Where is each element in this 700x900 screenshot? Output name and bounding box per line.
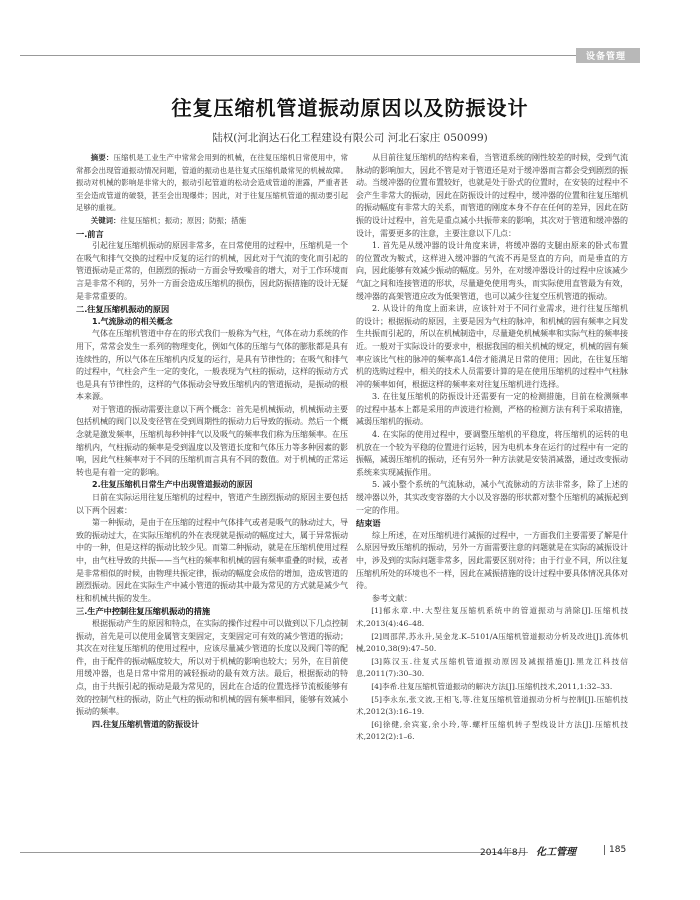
- paragraph: 日前在实际运用往复压缩机的过程中，管道产生剧烈振动的原因主要包括以下两个因素：: [76, 493, 348, 515]
- paragraph: 根据振动产生的原因和特点，在实际的操作过程中可以做到以下几点控制振动，首先是可以使用金属管支架固定，支架固定可有效的减少管道的振动；其次在对往复压缩机的使用过程中，应该尽量减少管道的长度以及阀门等的配件，由于配件的振动幅度较大，所以对于机械的影响也较大；另外，在目前使用缓冲器，也是日常中常用的减轻振动的最有效方法。最后，根据振动的特点，由于共振引起的振动是最为常见的，因此在合适的位置选择节流板能够有效的控制气柱的振动，防止气柱的振动和机械的固有频率相同，能够有效减小振动的频率。: [76, 618, 348, 717]
- keywords: [76, 215, 348, 228]
- keywords-label: 关键词：: [90, 215, 121, 225]
- magazine-logo: 化工管理: [536, 847, 576, 858]
- header-bar: [0, 48, 700, 62]
- paragraph: 从目前往复压缩机的结构来看，当管道系统的刚性较差的时候，受到气流脉动的影响加大，因此不管是对于管道还是对于缓冲器而言都会受到剧烈的振动。当缓冲器的位置布置较好，也就是处于卧式的位置时，在安装的过程中不会产生非常大的振动，因此在防振设计的过程中，缓冲器的位置和往复压缩机的振动幅度有非常大的关系，而管道的刚度本身不存在任何的差异，因此在防振的设计过程中，首先是重点减小共振带来的影响，其次对于管道和缓冲器的设计，需要更多的注意，主要注意以下几点：: [356, 153, 628, 238]
- reference-item: [4]李希.往复压缩机管道振动的解决方法[J].压缩机技术,2011,1:32–33.: [371, 681, 613, 691]
- list-item: 4. 在实际的使用过程中，要调整压缩机的平稳度，将压缩机的运转的电机放在一个较为平稳的位置进行运转，因为电机本身在运行的过程中有一定的振幅，减弱压缩机的振动，还有另外一种方法就是安装消减器，通过改变振动系统来实现减振作用。: [356, 430, 628, 477]
- paragraph: 引起往复压缩机振动的原因非常多，在日常使用的过程中，压缩机是一个在吸气和排气交换的过程中反复的运行的机械，因此对于气流的变化而引起的管道振动是正常的，但剧烈的振动一方面会导致噪音的增大，对于工作环境而言是非常不利的，另外一方面会造成压缩机的损伤，因此防振措施的设计无疑是非常重要的。: [76, 241, 348, 301]
- author-line: 陆权(河北润达石化工程建设有限公司 河北石家庄 050099): [212, 132, 488, 144]
- reference-item: [6]徐健,余宾宴,余小玲,等.螺杆压缩机转子型线设计方法[J].压缩机技术,2012(2):1–6.: [356, 719, 628, 742]
- subsection-heading: 1.气流脉动的相关概念: [92, 316, 173, 326]
- conclusion-heading: 结束语: [356, 518, 381, 529]
- abstract: [76, 152, 348, 215]
- header-rule: [20, 55, 576, 56]
- paragraph: 综上所述，在对压缩机进行减振的过程中，一方面我们主要需要了解是什么原因导致压缩机的振动，另外一方面需要注意的问题就是在实际的减振设计中，涉及到的实际问题非常多，因此需要区别对待；由于行业不同，所以往复压缩机所处的环境也不一样，因此在减振措施的设计过程中要具体情况具体对待。: [356, 530, 628, 591]
- reference-item: [3]陈汉玉.往复式压缩机管道振动原因及减振措施[J].黑龙江科技信息,2011(7):30–30.: [356, 656, 628, 679]
- list-item: 1. 首先是从缓冲器的设计角度来讲，将缓冲器的支腿由原来的卧式布置的位置改为鞍式，这样进入缓冲器的气流不再是竖直的方向，而是垂直的方向，因此能够有效减少振动的幅度。另外，在对缓冲器设计的过程中应该减少气缸之间和连接管道的形状，尽量避免使用弯头，而实际使用直管最为有效，缓冲器的高架管道应改为低架管道，也可以减少往复空压机管道的振动。: [356, 241, 628, 301]
- references-heading: 参考文献：: [372, 593, 412, 603]
- reference-item: [1]郁永章.中.大型往复压缩机系统中的管道振动与消除[J].压缩机技术,2013(4):46–48.: [356, 606, 628, 628]
- issue-date: 2014年8月: [480, 848, 527, 858]
- section-label: 设备管理: [576, 48, 640, 63]
- keywords-text: 往复压缩机；振动；原因；防振；措施: [120, 215, 247, 225]
- section-heading: 三.生产中控制往复压缩机振动的措施: [76, 606, 211, 617]
- paragraph: 气体在压缩机管道中存在的形式我们一般称为气柱，气体在动力系统的作用下，常常会发生一系列的物理变化，例如气体的压缩与气体的膨胀都是具有连续性的，所以气体在压缩机内反复的运行，是具有节律性的；在吸气和排气的过程中，气柱会产生一定的变化，一般表现为气柱的振动，这样的振动方式也是具有节律性的，这样的气体振动会导致压缩机内的管道振动，是振动的根本来源。: [76, 329, 348, 402]
- page-number: 185: [604, 845, 626, 855]
- section-heading: 二.往复压缩机振动的原因: [76, 304, 170, 315]
- footer-rule: [20, 852, 528, 853]
- article-title: 往复压缩机管道振动原因以及防振设计: [171, 96, 529, 120]
- list-item: 3. 在往复压缩机的防振设计还需要有一定的检测措施，目前在检测频率的过程中基本上都是采用的声波进行检测，严格的检测方法有利于采取措施，减弱压缩机的振动。: [356, 392, 628, 427]
- reference-item: [5]李永东,张文波,王相飞,等.往复压缩机管道振动分析与控制[J].压缩机技术,2012(3):16–19.: [356, 694, 628, 717]
- reference-item: [2]周邵萍,苏永升,吴金龙.K–5101/A压缩机管道振动分析及改进[J].流体机械,2010,38(9):47–50.: [356, 631, 628, 654]
- paragraph: 第一种振动，是由于在压缩的过程中气体排气或者是吸气的脉动过大，导致的振动过大，在实际压缩机的外在表现就是振动的幅度过大，属于异常振动中的一种，但是这样的振动比较少见。而第二种振动，就是在压缩机使用过程中，由气柱导致的共振——当气柱的频率和机械的固有频率重叠的时候，或者是非常相似的时候，由物理共振定律，振动的幅度会成倍的增加，造成管道的剧烈振动。因此在实际生产中减小管道的振动其中最为常见的方式就是减少气柱和机械共振的发生。: [76, 518, 348, 603]
- subsection-heading: 2.往复压缩机日常生产中出现管道振动的原因: [92, 480, 253, 490]
- page-footer: [0, 842, 700, 866]
- list-item: 5. 减小整个系统的气流脉动，减小气流脉动的方法非常多，除了上述的缓冲器以外，其实改变容器的大小以及容器的形状都对整个压缩机的减振起到一定的作用。: [356, 480, 628, 515]
- paragraph: 对于管道的振动需要注意以下两个概念：首先是机械振动，机械振动主要包括机械的阀门以及变径管在受到周期性的振动力后导致的振动。然后一个概念就是激发频率，压缩机每秒钟排气以及吸气的频率我们称为压缩频率。在压缩机内，气柱振动的频率是受到温度以及管道长度和气体压力等多种因素的影响，因此气柱频率对于不同的压缩机而言具有不同的数值。对于机械的正常运转也是有着一定的影响。: [76, 404, 348, 477]
- list-item: 2. 从设计的角度上面来讲，应该针对于不同行业需求，进行往复压缩机的设计；根据振动的原因，主要是因为气柱的脉冲，和机械的固有频率之间发生共振而引起的，所以在机械制造中，尽量避免机械频率和实际气柱的频率接近。一般对于实际设计的要求中，根据我国的相关机械的规定，机械的固有频率应该比气柱的脉冲的频率高1.4倍才能满足日常的使用；因此，在往复压缩机的选购过程中，相关的技术人员需要计算的是在使用压缩机的过程中气柱脉冲的频率如何，根据这样的频率来对往复压缩机进行选择。: [356, 304, 628, 389]
- abstract-label: 摘要：: [90, 153, 114, 162]
- subsection-heading: 四.往复压缩机管道的防振设计: [92, 719, 200, 729]
- abstract-text: 压缩机是工业生产中常常会用到的机械，在往复压缩机日常使用中，常常都会出现管道振动情况问题，管道的振动也是往复式压缩机最常见的机械故障。振动对机械的影响是非常大的，振动引起管道的松动会造成管道的泄露，严重者甚至会造成管道的破裂，甚至会出现爆炸；因此，对于往复压缩机管道的振动要引起足够的重视。: [76, 153, 348, 213]
- right-column: [356, 152, 628, 744]
- section-heading: 一.前言: [76, 228, 104, 239]
- left-column: [76, 152, 348, 731]
